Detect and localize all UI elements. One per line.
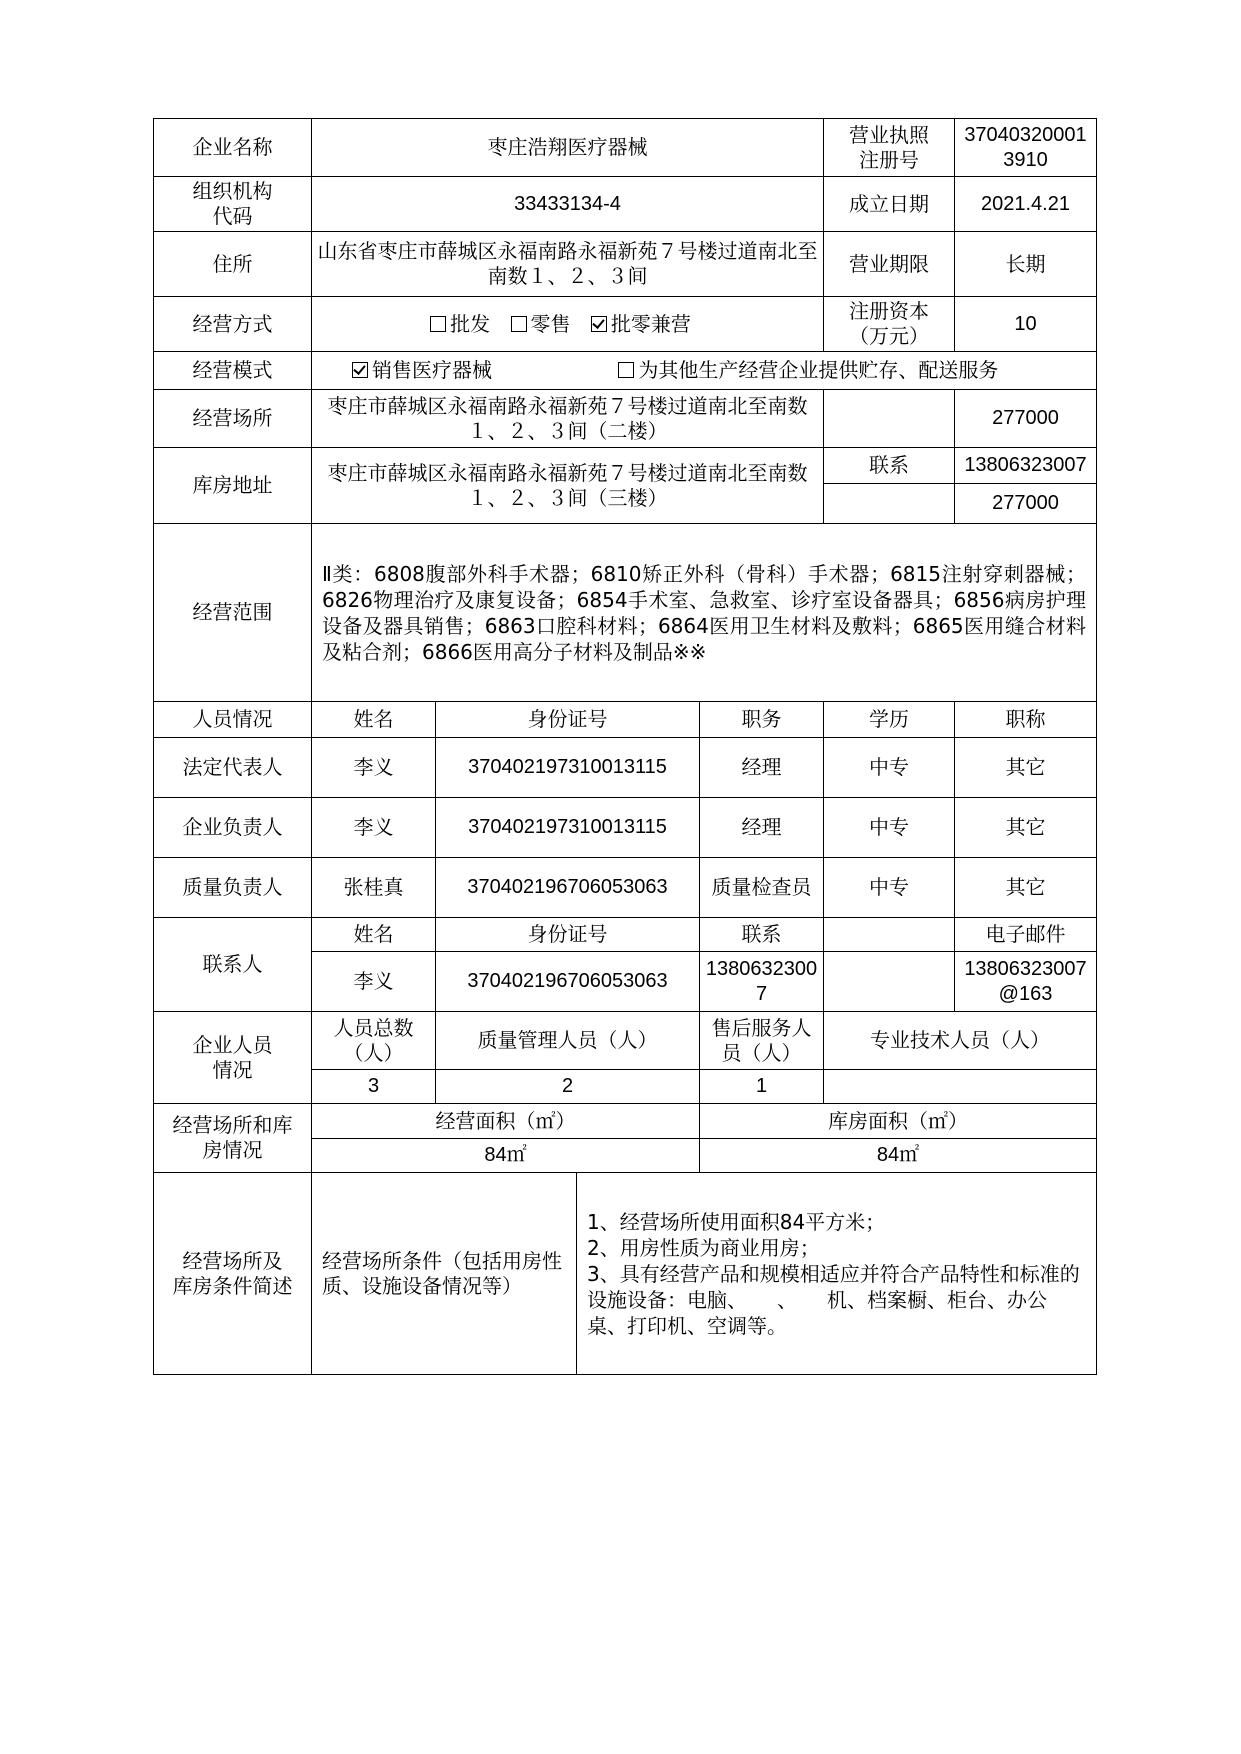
personnel-header-name: 姓名 (312, 702, 436, 738)
legal-rep-label: 法定代表人 (154, 738, 312, 798)
company-name-value: 枣庄浩翔医疗器械 (312, 119, 824, 177)
enterprise-head-label: 企业负责人 (154, 798, 312, 858)
mode-option-wholesale-label: 批发 (450, 311, 491, 336)
warehouse-label: 库房地址 (154, 448, 312, 524)
personnel-header-id: 身份证号 (436, 702, 700, 738)
premises-address: 枣庄市薛城区永福南路永福新苑７号楼过道南北至南数１、２、３间（二楼） (312, 390, 824, 448)
warehouse-blank (824, 484, 955, 524)
staff-quality-value: 2 (436, 1070, 700, 1104)
legal-rep-name: 李义 (312, 738, 436, 798)
enterprise-head-name: 李义 (312, 798, 436, 858)
scope-label: 经营范围 (154, 524, 312, 702)
conditions-label: 经营场所及 库房条件简述 (154, 1173, 312, 1375)
personnel-header-title: 职称 (955, 702, 1097, 738)
mode-option-retail-label: 零售 (530, 311, 571, 336)
contact-header-id: 身份证号 (436, 918, 700, 952)
site-warehouse-label: 经营场所和库 房情况 (154, 1104, 312, 1173)
conditions-list (577, 1173, 1097, 1375)
staff-header-total: 人员总数（人） (312, 1012, 436, 1070)
enterprise-head-education: 中专 (824, 798, 955, 858)
checkbox-unchecked-icon (430, 316, 446, 332)
model-option-storage[interactable] (618, 358, 998, 382)
license-no-label: 营业执照 注册号 (824, 119, 955, 177)
table-row (154, 858, 1097, 918)
premises-label: 经营场所 (154, 390, 312, 448)
contact-person-blank (824, 952, 955, 1012)
warehouse-phone: 13806323007 (955, 448, 1097, 484)
checkbox-checked-icon (591, 316, 607, 332)
warehouse-contact-label: 联系 (824, 448, 955, 484)
staff-header-quality: 质量管理人员（人） (436, 1012, 700, 1070)
site-area-value: 84㎡ (312, 1139, 700, 1173)
established-value: 2021.4.21 (955, 177, 1097, 232)
list-item: 3、具有经营产品和规模相适应并符合产品特性和标准的设施设备：电脑、 、 机、档案橱、柜台、办公桌、打印机、空调等。 (587, 1261, 1080, 1338)
term-label: 营业期限 (824, 232, 955, 297)
checkbox-unchecked-icon (618, 362, 634, 378)
quality-head-name: 张桂真 (312, 858, 436, 918)
staff-label: 企业人员 情况 (154, 1012, 312, 1104)
checkbox-unchecked-icon (511, 316, 527, 332)
personnel-label: 人员情况 (154, 702, 312, 738)
model-label: 经营模式 (154, 352, 312, 390)
contact-person-phone: 13806323007 (700, 952, 824, 1012)
mode-label: 经营方式 (154, 297, 312, 352)
residence-value: 山东省枣庄市薛城区永福南路永福新苑７号楼过道南北至南数１、２、３间 (312, 232, 824, 297)
contact-person-name: 李义 (312, 952, 436, 1012)
quality-head-education: 中专 (824, 858, 955, 918)
contact-header-email: 电子邮件 (955, 918, 1097, 952)
legal-rep-position: 经理 (700, 738, 824, 798)
staff-after-sales-value: 1 (700, 1070, 824, 1104)
model-option-storage-label: 为其他生产经营企业提供贮存、配送服务 (638, 358, 999, 382)
enterprise-head-position: 经理 (700, 798, 824, 858)
site-area-label: 经营面积（㎡） (312, 1104, 700, 1139)
personnel-header-education: 学历 (824, 702, 955, 738)
contact-person-id: 370402196706053063 (436, 952, 700, 1012)
license-no-value: 370403200013910 (955, 119, 1097, 177)
checkbox-checked-icon (352, 362, 368, 378)
mode-option-both-label: 批零兼营 (610, 311, 691, 336)
staff-header-technical: 专业技术人员（人） (824, 1012, 1097, 1070)
staff-total-value: 3 (312, 1070, 436, 1104)
model-option-sales-label: 销售医疗器械 (372, 358, 492, 382)
warehouse-area-label: 库房面积（㎡） (700, 1104, 1097, 1139)
staff-header-after-sales: 售后服务人员（人） (700, 1012, 824, 1070)
table-row (154, 798, 1097, 858)
capital-label: 注册资本 （万元） (824, 297, 955, 352)
term-value: 长期 (955, 232, 1097, 297)
warehouse-postcode: 277000 (955, 484, 1097, 524)
enterprise-info-table (153, 118, 1097, 1375)
enterprise-head-title: 其它 (955, 798, 1097, 858)
quality-head-id: 370402196706053063 (436, 858, 700, 918)
premises-blank (824, 390, 955, 448)
legal-rep-education: 中专 (824, 738, 955, 798)
company-name-label: 企业名称 (154, 119, 312, 177)
model-options (312, 352, 1097, 390)
list-item: 1、经营场所使用面积84平方米； (587, 1209, 886, 1234)
list-item: 2、用房性质为商业用房； (587, 1235, 820, 1260)
residence-label: 住所 (154, 232, 312, 297)
warehouse-area-value: 84㎡ (700, 1139, 1097, 1173)
contact-header-blank (824, 918, 955, 952)
quality-head-title: 其它 (955, 858, 1097, 918)
mode-option-wholesale[interactable] (430, 312, 490, 336)
model-option-sales[interactable] (352, 358, 492, 382)
mode-option-both[interactable] (591, 312, 691, 336)
scope-value: Ⅱ类：6808腹部外科手术器；6810矫正外科（骨科）手术器；6815注射穿刺器械；6826物理治疗及康复设备；6854手术室、急救室、诊疗室设备器具；6856病房护理设备及器具销售；6863口腔科材料；6864医用卫生材料及敷料；6865医用缝合材料及粘合剂；6866医用高分子材料及制品※※ (312, 524, 1097, 702)
enterprise-head-id: 370402197310013115 (436, 798, 700, 858)
legal-rep-title: 其它 (955, 738, 1097, 798)
mode-option-retail[interactable] (511, 312, 571, 336)
legal-rep-id: 370402197310013115 (436, 738, 700, 798)
established-label: 成立日期 (824, 177, 955, 232)
quality-head-label: 质量负责人 (154, 858, 312, 918)
personnel-header-position: 职务 (700, 702, 824, 738)
mode-options (312, 297, 824, 352)
org-code-label: 组织机构 代码 (154, 177, 312, 232)
staff-technical-value (824, 1070, 1097, 1104)
capital-value: 10 (955, 297, 1097, 352)
warehouse-address: 枣庄市薛城区永福南路永福新苑７号楼过道南北至南数１、２、３间（三楼） (312, 448, 824, 524)
quality-head-position: 质量检查员 (700, 858, 824, 918)
conditions-subject: 经营场所条件（包括用房性质、设施设备情况等） (312, 1173, 577, 1375)
premises-postcode: 277000 (955, 390, 1097, 448)
table-row (154, 738, 1097, 798)
contact-header-contact: 联系 (700, 918, 824, 952)
org-code-value: 33433134-4 (312, 177, 824, 232)
contact-person-label: 联系人 (154, 918, 312, 1012)
contact-person-email: 13806323007@163 (955, 952, 1097, 1012)
contact-header-name: 姓名 (312, 918, 436, 952)
